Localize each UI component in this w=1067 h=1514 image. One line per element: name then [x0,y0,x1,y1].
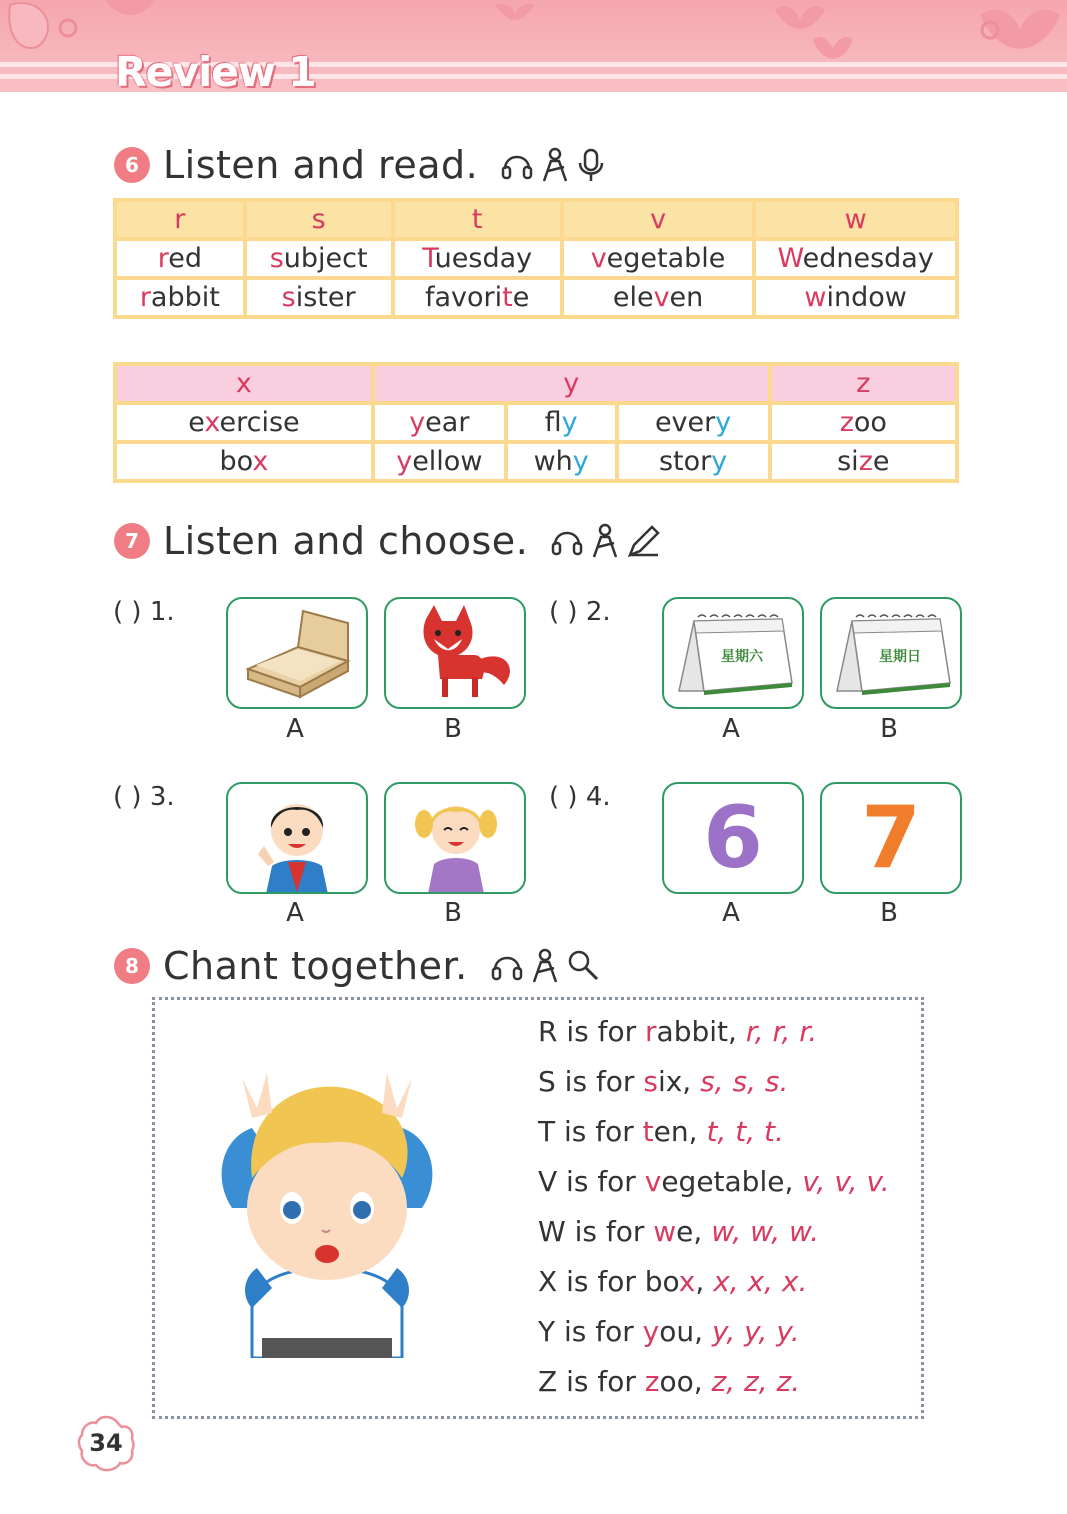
page-number [76,1413,136,1473]
table-header-row [117,202,955,237]
word-cell: year [375,405,504,440]
table-row [117,444,955,479]
table-row [117,280,955,315]
option-boy-picture[interactable] [226,782,368,894]
option-label: A [722,898,740,928]
butterfly-icon [960,0,1067,60]
word-cell: sister [247,280,391,315]
microphone-icon [576,147,606,183]
calendar-picture [664,599,802,707]
chant-line: Y is for you, y, y, y. [538,1315,800,1348]
section-8-heading [114,944,600,988]
word-cell: eleven [564,280,753,315]
review-title: Review 1 [115,48,316,96]
answer-blank[interactable]: ( ) 3. [113,782,175,812]
option-girl-picture[interactable] [384,782,526,894]
word-cell: red [117,241,243,276]
section-number-badge: 6 [114,147,150,183]
word-cell: box [117,444,371,479]
boy-picture [228,784,366,892]
chant-line: Z is for zoo, z, z, z. [538,1365,801,1398]
option-fox-picture[interactable] [384,597,526,709]
phonics-table-rstvw [113,198,959,319]
letter-header: v [564,202,753,237]
word-cell: zoo [772,405,955,440]
word-cell: window [756,280,955,315]
word-cell: subject [247,241,391,276]
answer-blank[interactable]: ( ) 1. [113,597,175,627]
word-cell: rabbit [117,280,243,315]
table-row [117,405,955,440]
calendar-caption: 星期六 [721,649,763,665]
option-label: A [722,714,740,744]
number-six: 6 [703,788,763,888]
option-label: B [444,714,462,744]
number-seven: 7 [861,788,921,888]
boy-chanting-picture [212,1058,442,1358]
option-label: B [444,898,462,928]
word-cell: every [619,405,768,440]
calendar-picture [822,599,960,707]
letter-header: t [395,202,560,237]
section-title: Listen and read. [163,143,479,187]
pencil-icon [626,523,660,559]
magnifier-icon [566,948,600,984]
option-label: B [880,714,898,744]
letter-header: x [117,366,371,401]
word-cell: why [508,444,615,479]
chant-line: V is for vegetable, v, v, v. [538,1165,890,1198]
phonics-table-xyz [113,362,959,483]
option-label: A [286,898,304,928]
word-cell: yellow [375,444,504,479]
letter-header: s [247,202,391,237]
answer-blank[interactable]: ( ) 2. [549,597,611,627]
headphones-icon [550,523,584,559]
word-cell: Tuesday [395,241,560,276]
section-6-heading [114,143,606,187]
word-cell: story [619,444,768,479]
chant-line: R is for rabbit, r, r, r. [538,1015,818,1048]
butterfly-icon [808,30,858,75]
word-cell: vegetable [564,241,753,276]
calendar-caption: 星期日 [879,649,921,665]
butterfly-icon [0,0,90,60]
word-cell: size [772,444,955,479]
letter-header: r [117,202,243,237]
section-number-badge: 8 [114,948,150,984]
chant-line: S is for six, s, s, s. [538,1065,789,1098]
section-number-badge: 7 [114,523,150,559]
section-7-heading [114,519,660,563]
box-picture [228,599,366,707]
headphones-icon [500,147,534,183]
word-cell: exercise [117,405,371,440]
option-label: B [880,898,898,928]
section-title: Chant together. [163,944,468,988]
fox-picture [386,599,524,707]
reading-icon [528,948,562,984]
chant-line: W is for we, w, w, w. [538,1215,820,1248]
option-calendar-picture[interactable] [662,597,804,709]
letter-header: w [756,202,955,237]
butterfly-icon [490,0,540,35]
word-cell: favorite [395,280,560,315]
reading-icon [588,523,622,559]
option-calendar-picture[interactable] [820,597,962,709]
option-number-picture[interactable] [662,782,804,894]
girl-picture [386,784,524,892]
page-number-text: 34 [89,1429,123,1457]
section-title: Listen and choose. [163,519,529,563]
option-box-picture[interactable] [226,597,368,709]
headphones-icon [490,948,524,984]
butterfly-icon [100,0,160,30]
letter-header: z [772,366,955,401]
table-header-row [117,366,955,401]
option-number-picture[interactable] [820,782,962,894]
chant-line: X is for box, x, x, x. [538,1265,808,1298]
answer-blank[interactable]: ( ) 4. [549,782,611,812]
letter-header: y [375,366,768,401]
option-label: A [286,714,304,744]
reading-icon [538,147,572,183]
table-row [117,241,955,276]
chant-line: T is for ten, t, t, t. [538,1115,784,1148]
word-cell: fly [508,405,615,440]
word-cell: Wednesday [756,241,955,276]
